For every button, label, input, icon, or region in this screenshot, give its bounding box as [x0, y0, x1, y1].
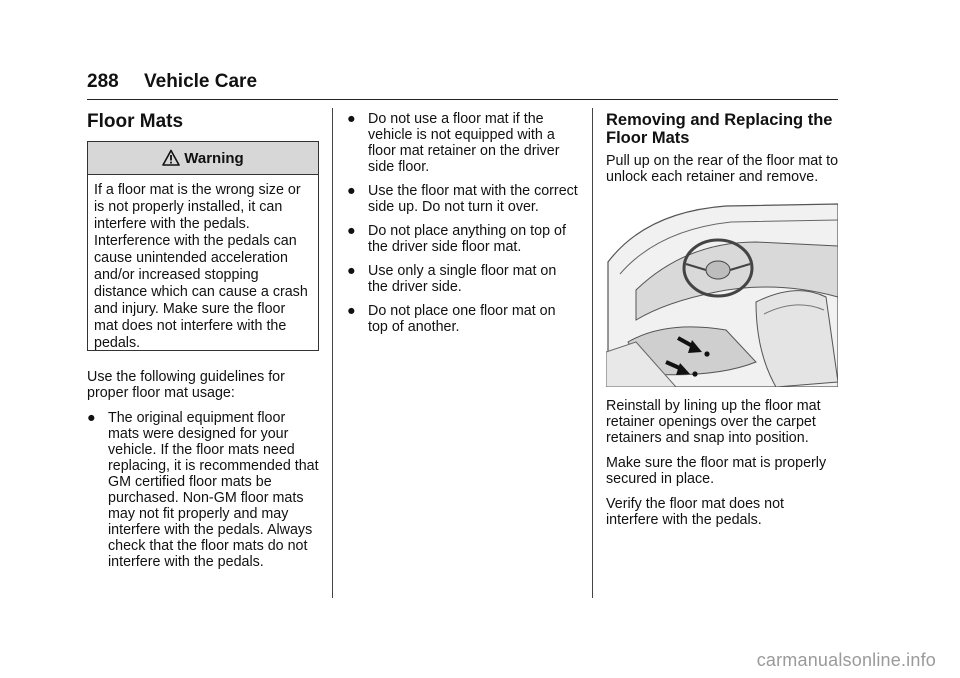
right-body	[606, 398, 840, 537]
warning-body	[88, 175, 318, 352]
floor-mat-illustration	[606, 202, 838, 387]
column-divider-1	[332, 108, 333, 598]
bullet-glyph: ●	[87, 410, 96, 426]
list-item: ● Do not place one floor mat on top of another.	[347, 303, 556, 335]
column-divider-2	[592, 108, 593, 598]
warning-label: Warning	[184, 149, 244, 167]
right-intro	[606, 153, 840, 194]
guidelines-section	[87, 369, 319, 578]
guidelines-intro: Use the following guidelines for proper floor mat usage:	[87, 369, 285, 401]
remove-instructions: Pull up on the rear of the floor mat to unlock each retainer and remove.	[606, 153, 839, 185]
list-item: ● The original equipment floor mats were designed for your vehicle. If the floor mats need replacing, it is recommended that GM certified floor mats be purchased. Non-GM floor mats may not fit properly and may interfere with the pedals. Always check that the floor mats do not interfere with the pedals.	[87, 410, 319, 570]
secure-instructions: Make sure the floor mat is properly secured in place.	[606, 455, 827, 487]
warning-box	[87, 141, 319, 351]
warning-text: If a floor mat is the wrong size or is not properly installed, it can interfere with the pedals. Interference with the pedals can cause unintended acceleration and/or increased stopping distance which can cause a crash and injury. Make sure the floor mat does not interfere with the pedals.	[94, 182, 308, 351]
list-item: ● Use only a single floor mat on the driver side.	[347, 263, 557, 295]
car-interior-illustration	[606, 202, 838, 387]
middle-bullets	[347, 111, 579, 343]
list-item: ● Do not use a floor mat if the vehicle is not equipped with a floor mat retainer on the driver side floor.	[347, 111, 560, 175]
floor-mats-heading: Floor Mats	[87, 111, 184, 132]
watermark: carmanualsonline.info	[756, 650, 936, 670]
reinstall-instructions: Reinstall by lining up the floor mat retainer openings over the carpet retainers and snap into position.	[606, 398, 821, 446]
warning-triangle-icon	[162, 149, 180, 167]
warning-header	[88, 142, 318, 175]
verify-instructions: Verify the floor mat does not interfere with the pedals.	[606, 496, 785, 528]
header-rule	[87, 99, 838, 100]
list-item: ● Do not place anything on top of the driver side floor mat.	[347, 223, 566, 255]
removing-replacing-heading: Removing and Replacing the Floor Mats	[606, 111, 833, 147]
section-title: Vehicle Care	[144, 71, 258, 92]
page-number: 288	[87, 71, 119, 92]
list-item: ● Use the floor mat with the correct side up. Do not turn it over.	[347, 183, 578, 215]
